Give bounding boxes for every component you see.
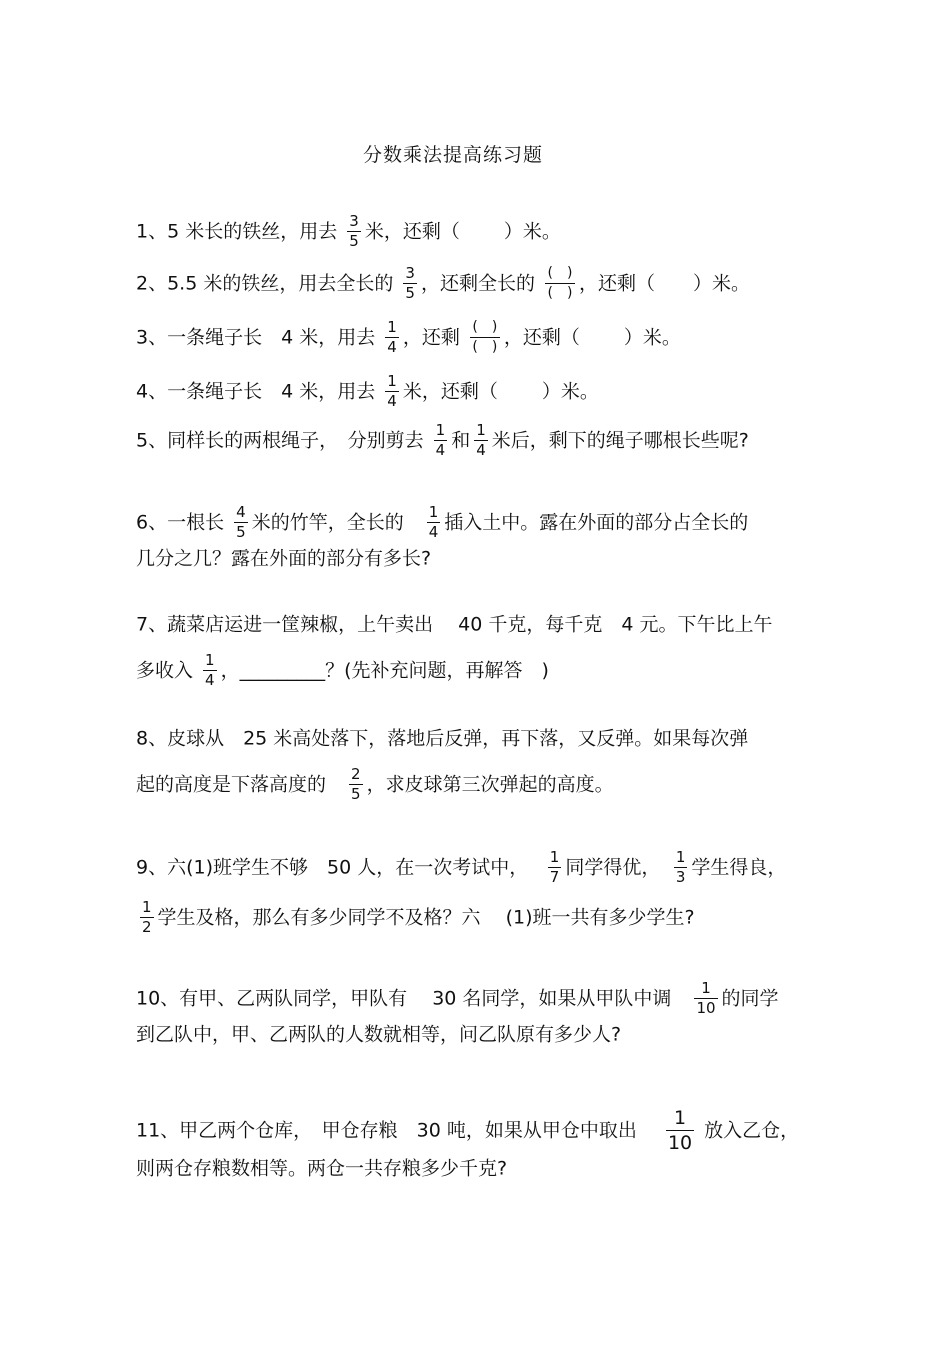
problem-text: ，还剩（ ）米。 (503, 326, 681, 349)
fraction-numerator: ( ) (547, 265, 573, 281)
problem-text: 米后，剩下的绳子哪根长些呢? (491, 429, 749, 452)
problem-9-line-1 (136, 848, 786, 887)
fraction-denominator: 5 (236, 523, 246, 541)
fraction (434, 421, 448, 460)
problem-text: 学生得良， (691, 856, 787, 879)
fraction-numerator: 4 (236, 503, 246, 521)
fraction (674, 848, 688, 887)
fraction-denominator: ( ) (547, 285, 573, 301)
fraction-denominator: 3 (675, 868, 686, 886)
problem-10-line-1 (136, 979, 779, 1018)
problem-text: 10、有甲、乙两队同学，甲队有 30 名同学，如果从甲队中调 (136, 987, 691, 1010)
fraction (203, 651, 217, 690)
fraction (470, 318, 500, 357)
problem-text: 11、甲乙两个仓库， 甲仓存粮 30 吨，如果从甲仓中取出 (136, 1119, 662, 1142)
fraction (694, 979, 717, 1018)
fraction (234, 503, 248, 542)
fraction-denominator: 4 (205, 671, 215, 689)
problem-text: 9、六(1)班学生不够 50 人，在一次考试中， (136, 856, 544, 879)
fraction-denominator: 10 (696, 999, 716, 1017)
fraction (427, 503, 441, 542)
problem-11-line-1 (136, 1106, 799, 1155)
fraction (545, 264, 575, 303)
problem-3 (136, 318, 681, 357)
fraction (403, 264, 417, 303)
problem-text: 7、蔬菜店运进一筐辣椒，上午卖出 40 千克，每千克 4 元。下午比上午 (136, 613, 773, 636)
problem-text: 到乙队中，甲、乙两队的人数就相等，问乙队原有多少人? (136, 1023, 622, 1046)
problem-text: ，还剩全长的 (420, 272, 541, 295)
fraction-numerator: 1 (205, 651, 215, 669)
fraction-denominator: 2 (142, 918, 152, 936)
fraction (385, 372, 399, 411)
problem-text: 1、5 米长的铁丝，用去 (136, 220, 344, 243)
fraction-denominator: 10 (667, 1132, 693, 1154)
problem-text: 放入乙仓， (698, 1119, 800, 1142)
problem-text: 和 (451, 429, 471, 452)
fraction-denominator: 7 (549, 868, 560, 886)
problem-2 (136, 264, 750, 303)
fraction-numerator: 1 (549, 848, 560, 866)
fraction (666, 1106, 694, 1155)
problem-6-line-1 (136, 503, 748, 542)
problem-8-line-2 (136, 765, 614, 804)
fraction-numerator: 1 (428, 503, 439, 521)
fraction (347, 212, 361, 251)
problem-8-line-1 (136, 724, 748, 753)
problem-5 (136, 421, 749, 460)
fraction-numerator: 3 (405, 264, 415, 282)
problem-text: 2、5.5 米的铁丝，用去全长的 (136, 272, 400, 295)
problem-10-line-2 (136, 1020, 621, 1049)
problem-text: 米，还剩（ ）米。 (402, 380, 599, 403)
fraction-numerator: 1 (701, 979, 711, 997)
fraction-numerator: ( ) (472, 319, 498, 335)
fraction (385, 318, 399, 357)
fraction-numerator: 3 (349, 212, 359, 230)
problem-7-line-1 (136, 610, 772, 639)
fraction-numerator: 1 (387, 318, 397, 336)
fraction-numerator: 1 (476, 421, 486, 439)
problem-text: 米的竹竿，全长的 (251, 511, 423, 534)
fraction-numerator: 1 (675, 848, 686, 866)
problem-6-line-2 (136, 544, 431, 573)
fraction-numerator: 1 (387, 372, 397, 390)
problem-7-line-2 (136, 651, 549, 690)
problem-text: 学生及格，那么有多少同学不及格？六 (1)班一共有多少学生? (157, 906, 695, 929)
fraction-numerator: 1 (142, 898, 152, 916)
problem-text: 6、一根长 (136, 511, 231, 534)
fraction-numerator: 1 (435, 421, 446, 439)
fraction-denominator: 4 (428, 523, 439, 541)
fraction-denominator: 4 (435, 441, 446, 459)
fraction (548, 848, 562, 887)
problem-text: ，还剩（ ）米。 (578, 272, 750, 295)
fraction-denominator: 4 (387, 392, 397, 410)
fraction-denominator: 5 (405, 284, 415, 302)
fraction-denominator: 5 (351, 785, 361, 803)
fraction-denominator: 5 (349, 232, 359, 250)
problem-text: ，还剩 (402, 326, 466, 349)
problem-text: 3、一条绳子长 4 米，用去 (136, 326, 382, 349)
fraction-denominator: 4 (387, 338, 397, 356)
problem-text: 插入土中。露在外面的部分占全长的 (444, 511, 749, 534)
problem-11-line-2 (136, 1154, 507, 1183)
fraction-denominator: ( ) (472, 339, 498, 355)
problem-text: 8、皮球从 25 米高处落下，落地后反弹，再下落，又反弹。如果每次弹 (136, 727, 749, 750)
problem-text: 起的高度是下落高度的 (136, 773, 346, 796)
problem-text: 米，还剩（ ）米。 (364, 220, 561, 243)
fraction (349, 765, 363, 804)
problem-9-line-2 (136, 898, 695, 937)
problem-text: ，求皮球第三次弹起的高度。 (366, 773, 614, 796)
problem-text: 几分之几？露在外面的部分有多长? (136, 547, 432, 570)
fraction-numerator: 2 (351, 765, 361, 783)
problem-text: 5、同样长的两根绳子， 分别剪去 (136, 429, 430, 452)
fraction-numerator: 1 (673, 1107, 687, 1129)
page-title: 分数乘法提高练习题 (362, 144, 543, 166)
problem-text: 多收入 (136, 659, 200, 682)
fraction-denominator: 4 (476, 441, 486, 459)
problem-text: ，_________？(先补充问题，再解答 ) (220, 659, 549, 682)
problem-text: 则两仓存粮数相等。两仓一共存粮多少千克? (136, 1157, 508, 1180)
problem-text: 的同学 (721, 987, 779, 1010)
fraction (474, 421, 488, 460)
problem-4 (136, 372, 599, 411)
problem-1 (136, 212, 561, 251)
fraction (140, 898, 154, 937)
problem-text: 4、一条绳子长 4 米，用去 (136, 380, 382, 403)
problem-text: 同学得优， (565, 856, 670, 879)
